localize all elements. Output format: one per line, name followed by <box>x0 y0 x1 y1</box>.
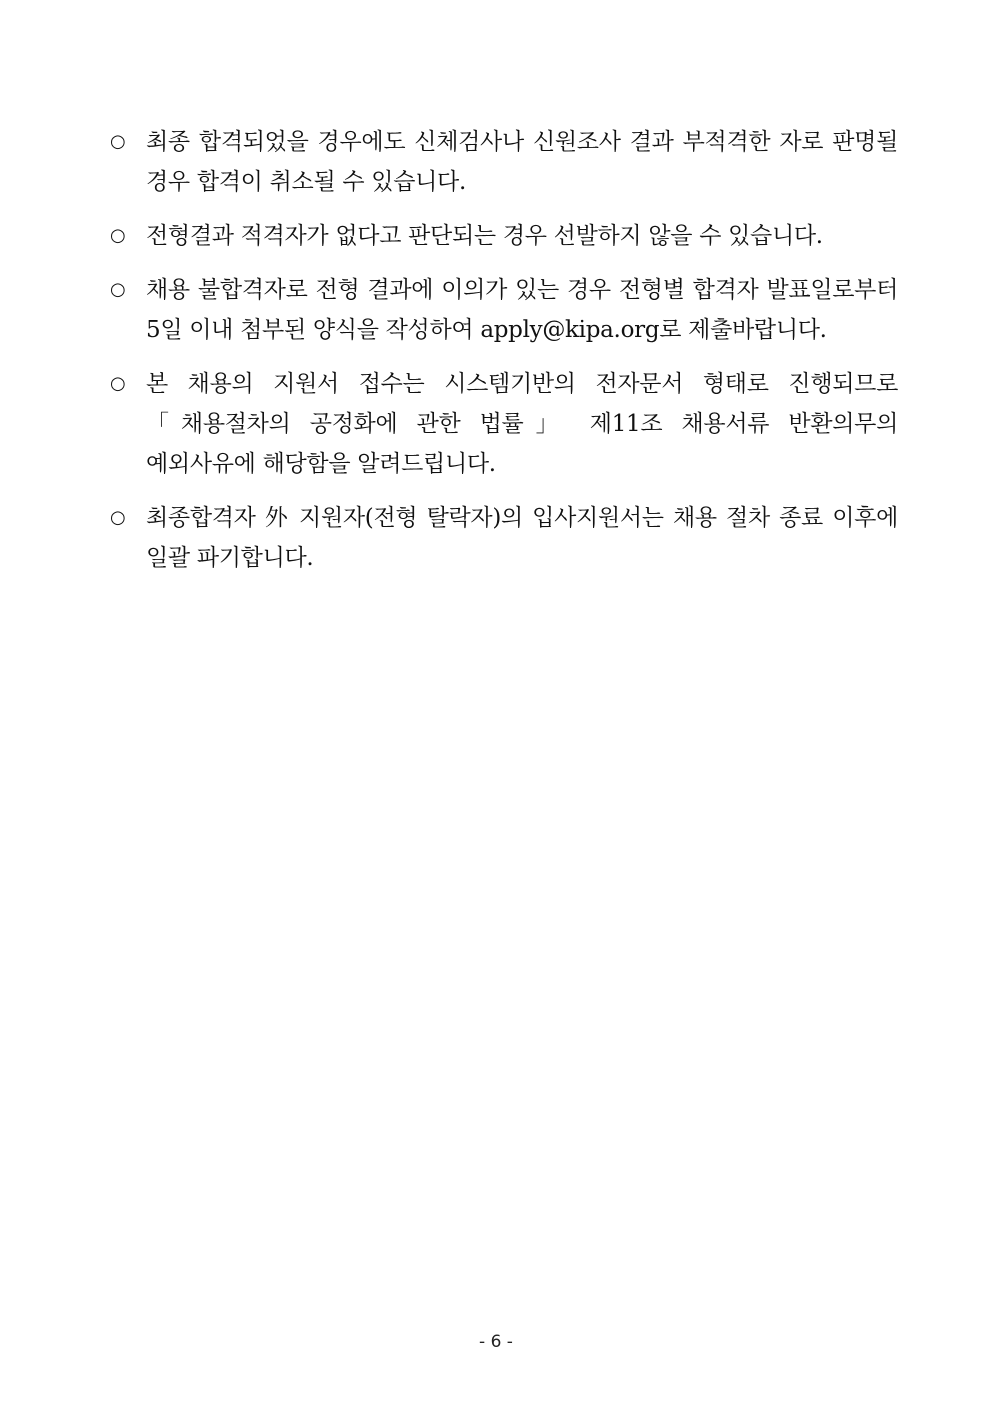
notice-item <box>108 216 898 256</box>
notice-text: 최종합격자 外 지원자(전형 탈락자)의 입사지원서는 채용 절차 종료 이후에 일괄 파기합니다. <box>146 505 898 571</box>
notice-text: 최종 합격되었을 경우에도 신체검사나 신원조사 결과 부적격한 자로 판명될 경우 합격이 취소될 수 있습니다. <box>146 129 898 195</box>
page-number: - 6 - <box>479 1332 513 1352</box>
notice-text: 전형결과 적격자가 없다고 판단되는 경우 선발하지 않을 수 있습니다. <box>146 223 823 249</box>
bullet-circle: ○ <box>110 507 126 528</box>
bullet-circle: ○ <box>110 131 126 152</box>
notice-item <box>108 122 898 202</box>
notice-list <box>108 122 898 592</box>
notice-text: 본 채용의 지원서 접수는 시스템기반의 전자문서 형태로 진행되므로 「채용절차의 공정화에 관한 법률」 제11조 채용서류 반환의무의 예외사유에 해당함을 알려드립니다. <box>146 371 898 477</box>
notice-item <box>108 498 898 578</box>
notice-item <box>108 364 898 484</box>
bullet-circle: ○ <box>110 279 126 300</box>
notice-item <box>108 270 898 350</box>
notice-text: 채용 불합격자로 전형 결과에 이의가 있는 경우 전형별 합격자 발표일로부터 5일 이내 첨부된 양식을 작성하여 apply@kipa.org로 제출바랍니다. <box>146 277 898 343</box>
bullet-circle: ○ <box>110 373 126 394</box>
bullet-circle: ○ <box>110 225 126 246</box>
